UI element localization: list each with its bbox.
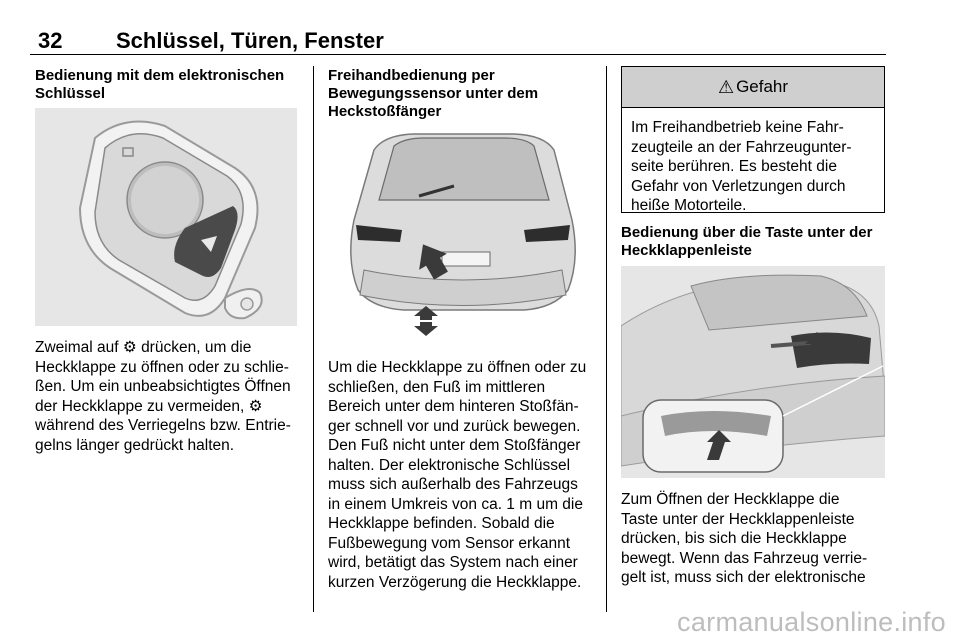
section-heading-key: Bedienung mit dem elektronischen Schlüssel bbox=[35, 67, 285, 102]
button-body-line: Zum Öffnen der Heckklappe die bbox=[621, 491, 840, 508]
warning-triangle-icon: ⚠ bbox=[717, 76, 735, 97]
button-body-line: bewegt. Wenn das Fahrzeug verrie- bbox=[621, 549, 868, 567]
warning-title: Gefahr bbox=[736, 77, 789, 96]
section-button-heading-wrap bbox=[621, 224, 887, 260]
button-body-line: gelt ist, muss sich der elektronische bbox=[621, 569, 866, 586]
sensor-body-line: schließen, den Fuß im mittleren bbox=[328, 378, 546, 396]
section-heading-button: Bedienung über die Taste unter der Heckklappenleiste bbox=[621, 224, 873, 259]
warning-box bbox=[621, 66, 885, 213]
sensor-body-line: in einem Umkreis von ca. 1 m um die bbox=[328, 495, 583, 513]
sensor-body-line: Um die Heckklappe zu öffnen oder zu bbox=[328, 359, 587, 376]
sensor-body-line: wird, betätigt das System nach einer bbox=[328, 554, 578, 571]
section-sensor-body bbox=[328, 358, 598, 592]
warning-header bbox=[622, 67, 884, 108]
page-header bbox=[30, 28, 886, 55]
key-body-line: Heckklappe zu öffnen oder zu schlie- bbox=[35, 358, 289, 376]
sensor-body-line: Fußbewegung vom Sensor erkannt bbox=[328, 534, 571, 552]
section-key-body bbox=[35, 338, 305, 455]
section-sensor-heading-wrap bbox=[328, 67, 598, 121]
rear-bumper-illustration bbox=[344, 130, 582, 340]
key-body-line: während des Verriegelns bzw. Entrie- bbox=[35, 417, 291, 434]
key-fob-illustration bbox=[35, 108, 297, 326]
key-body-line: ßen. Um ein unbeabsichtigtes Öffnen bbox=[35, 378, 291, 395]
sensor-body-line: muss sich außerhalb des Fahrzeugs bbox=[328, 476, 578, 493]
button-body-line: drücken, bis sich die Heckklappe bbox=[621, 530, 847, 547]
warning-line: Im Freihandbetrieb keine Fahr- bbox=[631, 119, 844, 136]
sensor-body-line: Heckklappe befinden. Sobald die bbox=[328, 515, 555, 532]
page-number: 32 bbox=[38, 28, 63, 53]
key-body-line: Zweimal auf ⚙ drücken, um die bbox=[35, 339, 252, 356]
warning-line: heiße Motorteile. bbox=[631, 197, 747, 214]
column-divider-1 bbox=[313, 66, 314, 612]
warning-line: Gefahr von Verletzungen durch bbox=[631, 177, 846, 195]
watermark: carmanualsonline.info bbox=[677, 607, 946, 637]
sensor-body-line: kurzen Verzögerung die Heckklappe. bbox=[328, 573, 582, 591]
sensor-body-line: halten. Der elektronische Schlüssel bbox=[328, 456, 571, 474]
section-button-body bbox=[621, 490, 887, 588]
button-body-line: Taste unter der Heckklappenleiste bbox=[621, 510, 855, 528]
warning-body bbox=[622, 108, 884, 216]
sensor-body-line: Bereich unter dem hinteren Stoßfän- bbox=[328, 398, 579, 415]
key-body-line: gelns länger gedrückt halten. bbox=[35, 436, 235, 454]
key-body-line: der Heckklappe zu vermeiden, ⚙ bbox=[35, 397, 263, 415]
sensor-body-line: ger schnell vor und zurück bewegen. bbox=[328, 417, 581, 435]
column-divider-2 bbox=[606, 66, 607, 612]
tailgate-button-illustration bbox=[621, 266, 885, 478]
section-key-heading-wrap bbox=[35, 67, 300, 103]
warning-line: seite berühren. Es besteht die bbox=[631, 158, 837, 175]
warning-line: zeugteile an der Fahrzeugunter- bbox=[631, 138, 852, 156]
page-title: Schlüssel, Türen, Fenster bbox=[116, 28, 384, 53]
sensor-body-line: Den Fuß nicht unter dem Stoßfänger bbox=[328, 437, 581, 454]
section-heading-sensor: Freihandbedienung per Bewegungssensor unter dem Heckstoßfänger bbox=[328, 67, 539, 120]
